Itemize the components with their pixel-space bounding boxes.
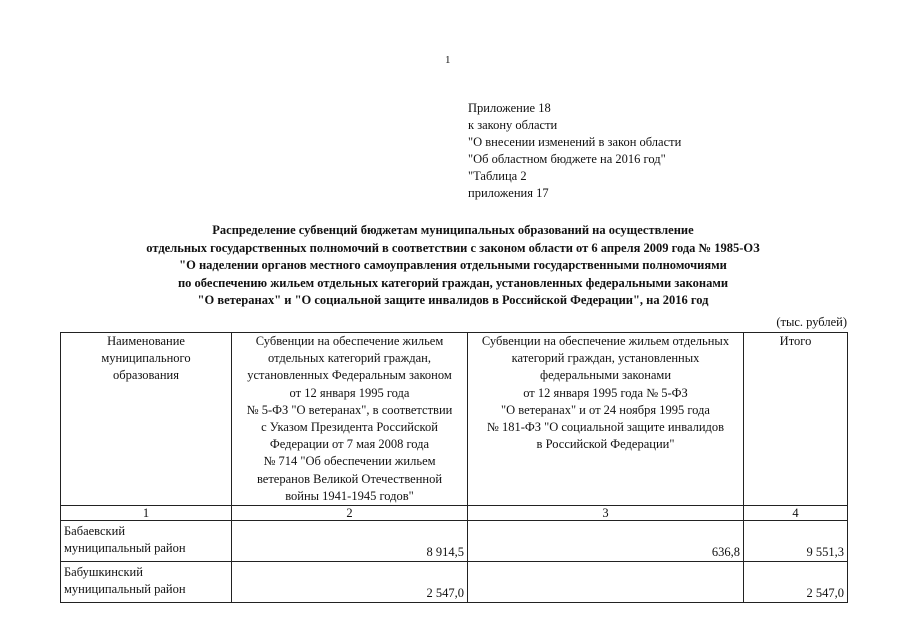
page-number: 1 [445,54,451,66]
header-line: № 714 "Об обеспечении жильем [263,454,436,469]
table-row [61,521,848,562]
subvention-laws-value: 636,8 [468,521,744,562]
subvention-laws-value [468,562,744,603]
header-line: Федерации от 7 мая 2008 года [269,437,430,452]
column-number: 4 [744,506,848,521]
header-line: с Указом Президента Российской [261,420,438,435]
appendix-line: к закону области [468,118,558,132]
header-line: "О ветеранах" и от 24 ноября 1995 года [501,402,710,417]
header-line: Наименование [107,334,185,348]
subvention-decree-value: 2 547,0 [232,562,468,603]
total-value: 9 551,3 [744,521,848,562]
header-line: Итого [779,334,812,348]
name-line: Бабушкинский [64,565,143,580]
header-line: Субвенции на обеспечение жильем [255,334,444,348]
table-row [61,562,848,603]
header-line: муниципального [101,351,191,366]
header-municipality [61,333,232,506]
subvention-decree-value: 8 914,5 [232,521,468,562]
header-line: № 5-ФЗ "О ветеранах", в соответствии [246,402,453,417]
appendix-line: приложения 17 [468,186,549,200]
header-line: от 12 января 1995 года [289,385,410,400]
document-title [60,222,846,310]
name-line: муниципальный район [64,582,186,597]
header-line: категорий граждан, установленных [511,351,700,366]
header-row [61,333,848,506]
header-line: установленных Федеральным законом [247,368,452,383]
column-number-row [61,506,848,521]
header-line: № 181-ФЗ "О социальной защите инвалидов [486,420,725,435]
header-line: образования [113,368,179,383]
column-number: 1 [61,506,232,521]
header-line: отдельных категорий граждан, [268,351,431,366]
header-line: от 12 января 1995 года № 5-ФЗ [523,385,688,400]
header-subvention-laws [468,333,744,506]
title-line: отдельных государственных полномочий в соответствии с законом области от 6 апреля 2009 года № 1985-ОЗ [146,240,760,255]
header-total [744,333,848,506]
column-number: 2 [232,506,468,521]
title-line: по обеспечению жильем отдельных категорий граждан, установленных федеральными законами [177,275,729,290]
column-number: 3 [468,506,744,521]
title-line: "О наделении органов местного самоуправления отдельными государственными полномочиями [179,258,727,272]
appendix-note [468,100,681,202]
header-subvention-decree [232,333,468,506]
total-value: 2 547,0 [744,562,848,603]
header-line: Субвенции на обеспечение жильем отдельных [481,334,730,348]
name-line: муниципальный район [64,541,186,556]
appendix-line: Приложение 18 [468,101,551,115]
municipality-name [61,521,232,562]
appendix-line: "Об областном бюджете на 2016 год" [468,152,666,166]
name-line: Бабаевский [64,524,126,539]
title-line: "О ветеранах" и "О социальной защите инвалидов в Российской Федерации", на 2016 год [197,293,709,307]
title-line: Распределение субвенций бюджетам муниципальных образований на осуществление [212,223,694,237]
appendix-line: "О внесении изменений в закон области [468,135,682,149]
units-label: (тыс. рублей) [776,315,847,329]
header-line: войны 1941-1945 годов" [285,488,414,503]
distribution-table [60,332,848,603]
appendix-line: "Таблица 2 [468,169,527,183]
header-line: ветеранов Великой Отечественной [256,471,443,486]
header-line: в Российской Федерации" [536,437,675,452]
header-line: федеральными законами [539,368,672,383]
municipality-name [61,562,232,603]
